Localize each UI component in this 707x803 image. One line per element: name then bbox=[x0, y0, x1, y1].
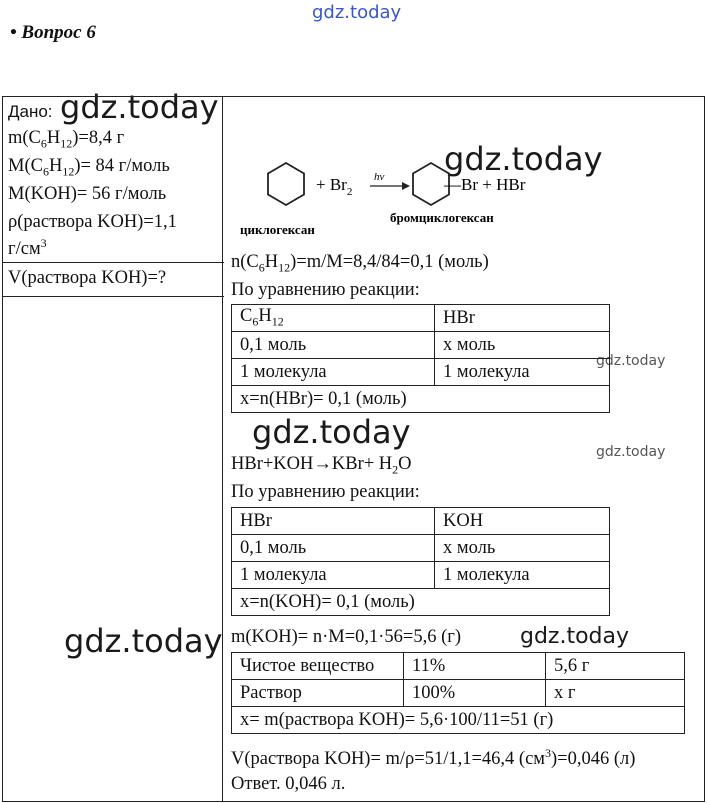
table-row bbox=[232, 707, 685, 734]
given-label: Дано: bbox=[8, 102, 53, 121]
table-row bbox=[232, 386, 610, 413]
watermark: gdz.today bbox=[444, 140, 603, 178]
watermark: gdz.today bbox=[520, 624, 630, 649]
watermark: gdz.today bbox=[60, 88, 219, 126]
table-cell: x моль bbox=[435, 332, 610, 359]
cyclohexane-ring bbox=[268, 163, 304, 205]
table-cell: x=n(KOH)= 0,1 (моль) bbox=[232, 589, 610, 616]
question-title: • Вопрос 6 bbox=[10, 22, 96, 43]
table-cell: 100% bbox=[404, 680, 546, 707]
table-row bbox=[232, 589, 610, 616]
table-cell: x моль bbox=[435, 535, 610, 562]
table-row bbox=[232, 305, 610, 332]
table-cell: 1 молекула bbox=[232, 359, 435, 386]
by-equation-2: По уравнению реакции: bbox=[231, 482, 420, 502]
ratio-table-1 bbox=[231, 304, 610, 413]
given-density-unit: $г/см^3$ bbox=[8, 236, 47, 260]
answer: Ответ. 0,046 л. bbox=[231, 774, 346, 794]
ratio-table-2 bbox=[231, 507, 610, 616]
table-cell: 1 молекула bbox=[435, 562, 610, 589]
given-density: ρ(раствора KOH)=1,1 bbox=[8, 212, 177, 232]
table-cell: x= m(раствора KOH)= 5,6·100/11=51 (г) bbox=[232, 707, 685, 734]
arrow-head-icon bbox=[402, 182, 410, 190]
column-divider bbox=[222, 96, 223, 802]
table-cell: 11% bbox=[404, 653, 546, 680]
scheme-product: —Br + HBr bbox=[444, 175, 526, 194]
watermark: gdz.today bbox=[252, 413, 411, 451]
volume-calc: V(раствора KOH)= m/ρ=51/1,1=46,4 $(см^3)=0,046$ (л) bbox=[231, 746, 636, 770]
scheme-plus-br2: + $Br_2$ bbox=[316, 175, 353, 198]
table-row bbox=[232, 359, 610, 386]
table-cell: x=n(HBr)= 0,1 (моль) bbox=[232, 386, 610, 413]
find-label: V(раствора KOH)=? bbox=[8, 268, 167, 288]
table-row bbox=[232, 680, 685, 707]
by-equation-1: По уравнению реакции: bbox=[231, 280, 420, 300]
mass-koh-calc: m(KOH)= n·M=0,1·56=5,6 (г) bbox=[231, 627, 462, 647]
moles-calc: $n(C_6H_{12})=m/M=8,4/84=0,1$ (моль) bbox=[231, 252, 489, 275]
table-cell: 1 молекула bbox=[232, 562, 435, 589]
watermark: gdz.today bbox=[596, 444, 666, 460]
scheme-hv: hv bbox=[374, 171, 385, 183]
given-divider bbox=[2, 262, 224, 263]
cyclohexane-name: циклогексан bbox=[240, 222, 315, 237]
table-row bbox=[232, 332, 610, 359]
table-row bbox=[232, 535, 610, 562]
table-cell: 5,6 г bbox=[546, 653, 685, 680]
reaction-2: $HBr+KOH\to KBr+ H_2O$ bbox=[231, 454, 412, 477]
table-cell: x г bbox=[546, 680, 685, 707]
given-molar-mass: $M(C_6H_{12})= 84$ г/моль bbox=[8, 156, 170, 179]
given-mass: $m(C_6H_{12})=8,4$ г bbox=[8, 128, 125, 151]
table-cell: 0,1 моль bbox=[232, 332, 435, 359]
table-row bbox=[232, 508, 610, 535]
table-cell: Раствор bbox=[232, 680, 404, 707]
table-cell: HBr bbox=[435, 305, 610, 332]
table-row bbox=[232, 653, 685, 680]
given-koh-molar-mass: M(KOH)= 56 г/моль bbox=[8, 184, 167, 204]
table-row bbox=[232, 562, 610, 589]
watermark-top: gdz.today bbox=[312, 2, 402, 23]
table-cell: $C_6H_{12}$ bbox=[232, 305, 435, 332]
watermark: gdz.today bbox=[64, 622, 223, 660]
table-cell: Чистое вещество bbox=[232, 653, 404, 680]
table-cell: KOH bbox=[435, 508, 610, 535]
table-cell: HBr bbox=[232, 508, 435, 535]
find-divider bbox=[2, 296, 224, 297]
table-cell: 1 молекула bbox=[435, 359, 610, 386]
solution-table bbox=[231, 652, 685, 734]
bromocyclohexane-name: бромциклогексан bbox=[390, 210, 494, 225]
table-cell: 0,1 моль bbox=[232, 535, 435, 562]
watermark: gdz.today bbox=[596, 353, 666, 369]
reaction-scheme bbox=[230, 150, 550, 240]
